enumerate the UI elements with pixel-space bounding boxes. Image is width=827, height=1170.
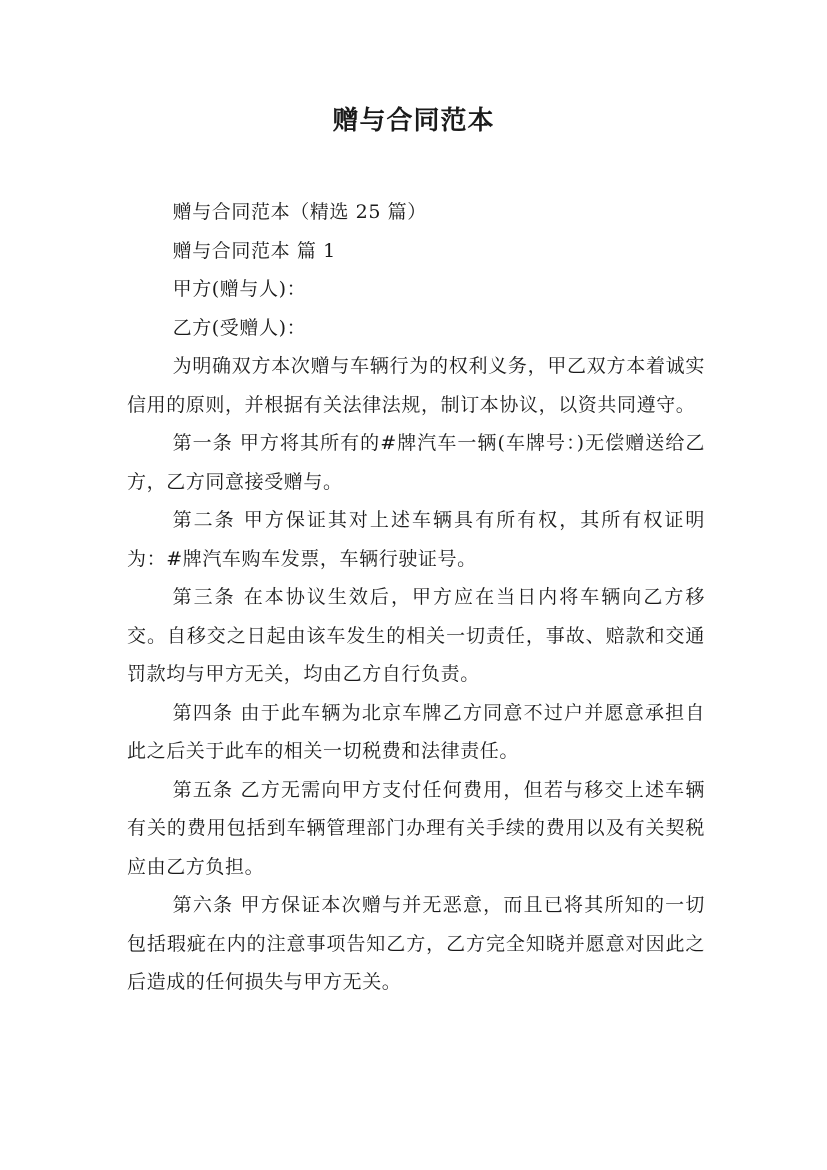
article-4: 第四条 由于此车辆为北京车牌乙方同意不过户并愿意承担自此之后关于此车的相关一切税费和法律责任。 xyxy=(127,701,705,762)
section-heading: 赠与合同范本 篇 1 xyxy=(172,239,336,262)
document-body xyxy=(127,193,705,1002)
article-2: 第二条 甲方保证其对上述车辆具有所有权，其所有权证明为：#牌汽车购车发票，车辆行驶证号。 xyxy=(127,509,705,570)
article-5: 第五条 乙方无需向甲方支付任何费用，但若与移交上述车辆有关的费用包括到车辆管理部门办理有关手续的费用以及有关契税应由乙方负担。 xyxy=(127,778,705,878)
party-b-line: 乙方(受赠人)： xyxy=(172,316,307,339)
preamble-paragraph: 为明确双方本次赠与车辆行为的权利义务，甲乙双方本着诚实信用的原则，并根据有关法律法规，制订本协议，以资共同遵守。 xyxy=(127,355,705,416)
article-6: 第六条 甲方保证本次赠与并无恶意，而且已将其所知的一切包括瑕疵在内的注意事项告知乙方，乙方完全知晓并愿意对因此之后造成的任何损失与甲方无关。 xyxy=(127,894,705,993)
article-1: 第一条 甲方将其所有的#牌汽车一辆(车牌号：)无偿赠送给乙方，乙方同意接受赠与。 xyxy=(127,432,705,493)
party-a-line: 甲方(赠与人)： xyxy=(172,278,307,300)
article-3: 第三条 在本协议生效后，甲方应在当日内将车辆向乙方移交。自移交之日起由该车发生的相关一切责任，事故、赔款和交通罚款均与甲方无关，均由乙方自行负责。 xyxy=(127,586,705,685)
subtitle-line: 赠与合同范本（精选 25 篇） xyxy=(172,201,427,223)
page-title: 赠与合同范本 xyxy=(332,106,495,136)
